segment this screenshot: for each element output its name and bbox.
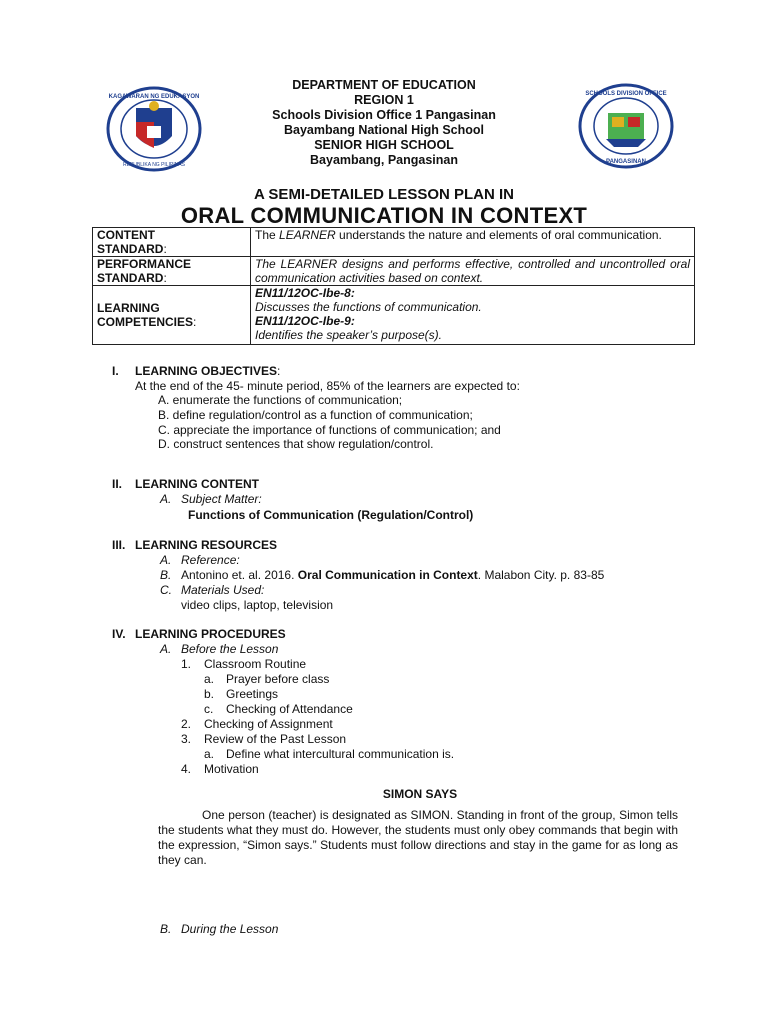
resource-b-letter: B. <box>160 568 172 582</box>
objective-item: C. appreciate the importance of functions of communication; and <box>158 423 501 437</box>
materials-label: Materials Used: <box>181 583 265 597</box>
content-standard-row <box>93 228 695 257</box>
section-number-4: IV. <box>112 627 126 641</box>
header-region: REGION 1 <box>354 93 414 107</box>
substep-letter: a. <box>204 747 215 761</box>
header-division-office: Schools Division Office 1 Pangasinan <box>272 108 496 122</box>
objective-item: B. define regulation/control as a function of communication; <box>158 408 473 422</box>
resource-a-letter: A. <box>160 553 172 567</box>
reference-citation: Antonino et. al. 2016. Oral Communication in Context. Malabon City. p. 83-85 <box>181 568 605 582</box>
substep-text: Greetings <box>226 687 279 701</box>
content-heading: LEARNING CONTENT <box>135 477 259 491</box>
plan-title: A SEMI-DETAILED LESSON PLAN IN <box>253 186 514 203</box>
performance-standard-label: PERFORMANCE STANDARD: <box>93 257 251 286</box>
resource-c-letter: C. <box>160 583 172 597</box>
subject-title: ORAL COMMUNICATION IN CONTEXT <box>180 203 588 228</box>
competency-desc-1: Discusses the functions of communication. <box>255 300 482 314</box>
materials-value: video clips, laptop, television <box>181 598 334 612</box>
procedure-b-letter: B. <box>160 922 172 936</box>
resources-heading: LEARNING RESOURCES <box>135 538 278 552</box>
content-sub-letter: A. <box>160 492 172 506</box>
step-number: 4. <box>181 762 192 776</box>
substep-text: Define what intercultural communication is. <box>226 747 455 761</box>
standards-table <box>92 227 695 345</box>
header-department: DEPARTMENT OF EDUCATION <box>292 78 476 92</box>
subject-matter-value: Functions of Communication (Regulation/Control) <box>188 508 474 522</box>
learning-competencies-label: LEARNING COMPETENCIES: <box>93 286 251 345</box>
substep-text: Checking of Attendance <box>226 702 353 716</box>
header-senior-high: SENIOR HIGH SCHOOL <box>314 138 454 152</box>
learning-competencies-row <box>93 286 695 345</box>
substep-text: Prayer before class <box>226 672 330 686</box>
activity-description: One person (teacher) is designated as SIMON. Standing in front of the group, Simon tells the students what they must do. However, the students must only obey commands that begin with the expression, “Simon says.” Students must follow directions and stay in the game for as long as they can. <box>158 808 678 867</box>
step-text: Review of the Past Lesson <box>204 732 347 746</box>
section-number-2: II. <box>112 477 123 491</box>
competency-code-2: EN11/12OC-Ibe-9: <box>255 314 355 328</box>
competency-code-1: EN11/12OC-Ibe-8: <box>255 286 355 300</box>
svg-text:REPUBLIKA NG PILIPINAS: REPUBLIKA NG PILIPINAS <box>123 162 185 168</box>
section-number-1: I. <box>112 364 119 378</box>
section-number-3: III. <box>112 538 126 552</box>
objectives-heading: LEARNING OBJECTIVES: <box>135 364 281 378</box>
learning-competencies-value <box>251 286 695 345</box>
objective-item: D. construct sentences that show regulation/control. <box>158 437 434 451</box>
svg-text:SCHOOLS DIVISION OFFICE: SCHOOLS DIVISION OFFICE <box>585 91 667 97</box>
activity-title: SIMON SAYS <box>382 787 458 801</box>
objective-item: A. enumerate the functions of communication; <box>158 393 403 407</box>
svg-text:KAGAWARAN NG EDUKASYON: KAGAWARAN NG EDUKASYON <box>108 94 200 100</box>
substep-letter: c. <box>204 702 214 716</box>
procedure-a-letter: A. <box>160 642 172 656</box>
content-standard-label: CONTENT STANDARD: <box>93 228 251 257</box>
before-lesson-label: Before the Lesson <box>181 642 279 656</box>
performance-standard-value: The LEARNER designs and performs effective, controlled and uncontrolled oral communication activities based on context. <box>251 257 695 286</box>
substep-letter: a. <box>204 672 215 686</box>
header-school: Bayambang National High School <box>283 123 485 137</box>
subject-matter-label: Subject Matter: <box>181 492 262 506</box>
procedures-heading: LEARNING PROCEDURES <box>135 627 286 641</box>
objectives-intro: At the end of the 45- minute period, 85% of the learners are expected to: <box>135 379 520 393</box>
content-standard-value: The LEARNER understands the nature and elements of oral communication. <box>251 228 695 257</box>
competency-desc-2: Identifies the speaker’s purpose(s). <box>255 328 442 342</box>
step-text: Checking of Assignment <box>204 717 333 731</box>
step-text: Motivation <box>204 762 259 776</box>
step-number: 3. <box>181 732 192 746</box>
reference-label: Reference: <box>181 553 240 567</box>
performance-standard-row <box>93 257 695 286</box>
svg-text:PANGASINAN: PANGASINAN <box>606 159 646 165</box>
step-text: Classroom Routine <box>204 657 307 671</box>
header-location: Bayambang, Pangasinan <box>310 153 458 167</box>
during-lesson-label: During the Lesson <box>181 922 279 936</box>
substep-letter: b. <box>204 687 215 701</box>
step-number: 2. <box>181 717 192 731</box>
step-number: 1. <box>181 657 192 671</box>
